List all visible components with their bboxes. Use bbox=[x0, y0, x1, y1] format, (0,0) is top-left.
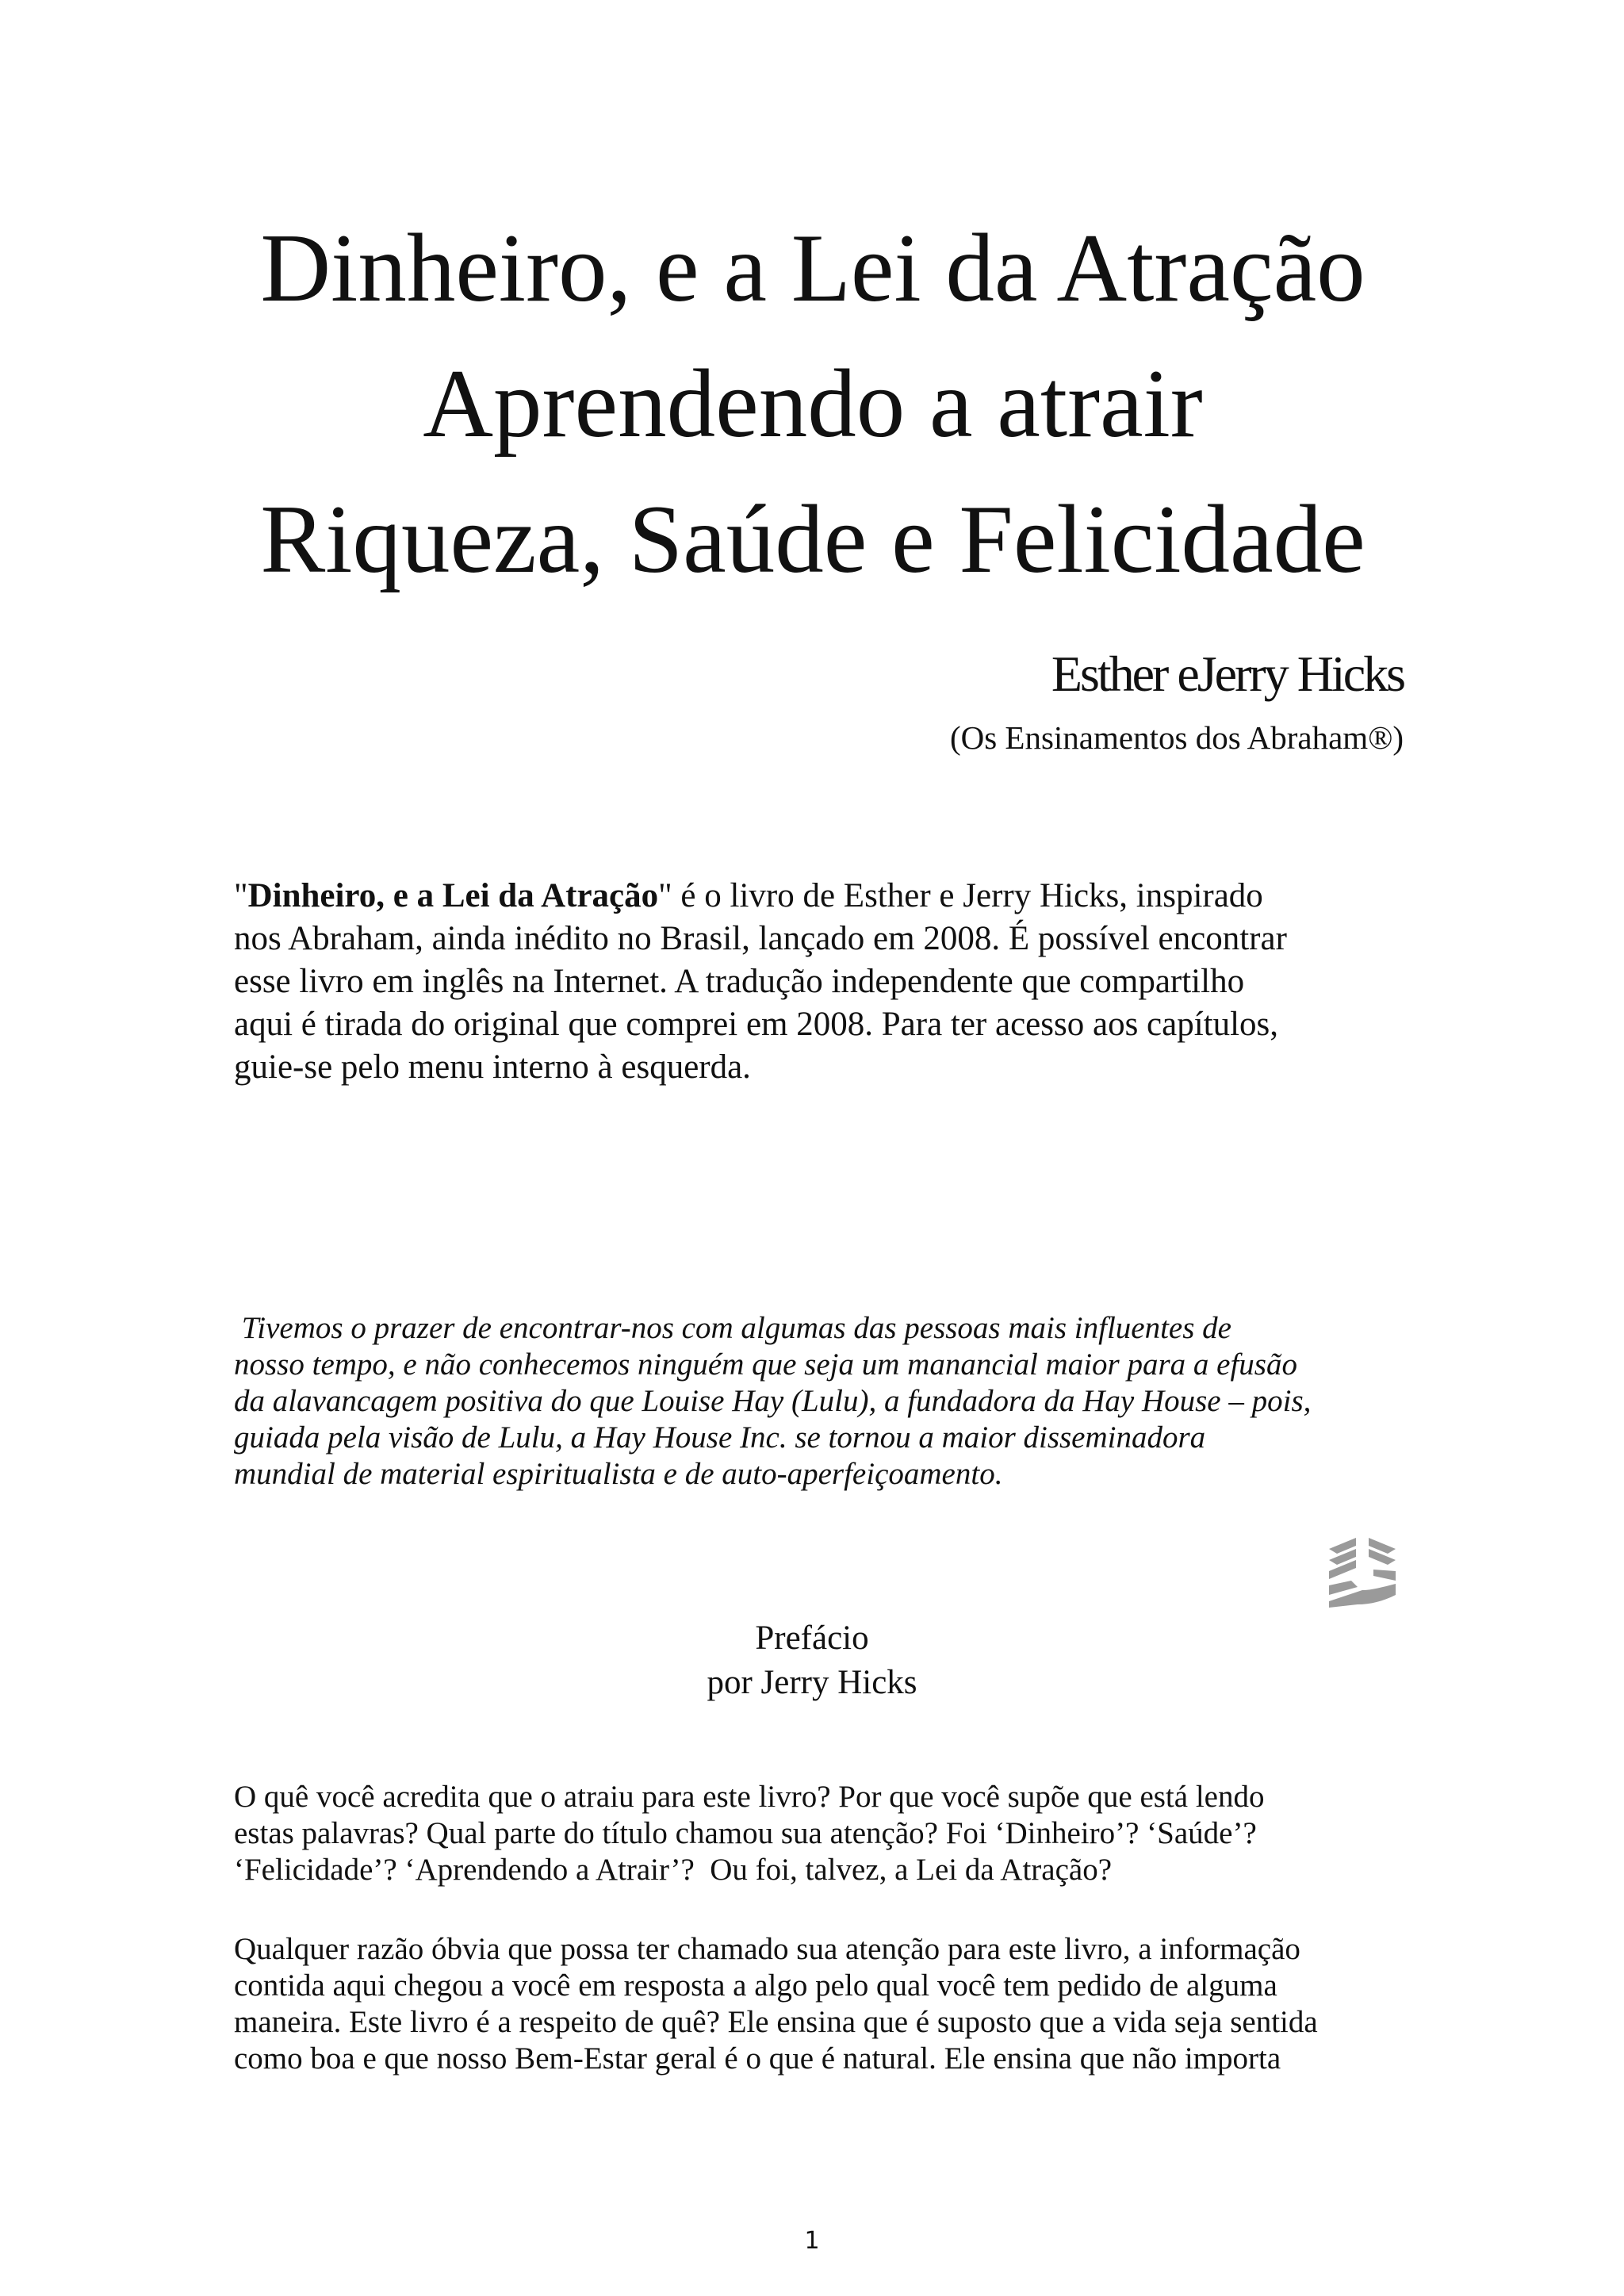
preface-title: Prefácio bbox=[755, 1619, 869, 1657]
p2-line-1: Qualquer razão óbvia que possa ter chamado sua atenção para este livro, a informação bbox=[234, 1932, 1300, 1966]
intro-line-2: nos Abraham, ainda inédito no Brasil, lançado em 2008. É possível encontrar bbox=[234, 920, 1287, 957]
preface-paragraph-1 bbox=[234, 1779, 1400, 1888]
quote-line-4: guiada pela visão de Lulu, a Hay House Inc. se tornou a maior disseminadora bbox=[234, 1420, 1206, 1455]
book-title bbox=[159, 200, 1467, 607]
quote-line-3: da alavancagem positiva do que Louise Hay (Lulu), a fundadora da Hay House – pois, bbox=[234, 1384, 1312, 1418]
p1-line-3: ‘Felicidade’? ‘Aprendendo a Atrair’? Ou foi, talvez, a Lei da Atração? bbox=[234, 1853, 1113, 1887]
intro-paragraph bbox=[234, 875, 1404, 1089]
preface-byline: por Jerry Hicks bbox=[707, 1664, 917, 1701]
quote-line-2: nosso tempo, e não conhecemos ninguém que seja um manancial maior para a efusão bbox=[234, 1347, 1297, 1382]
series-note: (Os Ensinamentos dos Abraham®) bbox=[949, 719, 1404, 756]
p1-line-1: O quê você acredita que o atraiu para este livro? Por que você supõe que está lendo bbox=[234, 1780, 1265, 1814]
preface-heading bbox=[0, 1616, 1624, 1705]
page-number: 1 bbox=[804, 2227, 820, 2255]
intro-line-1 bbox=[234, 875, 1404, 918]
intro-quote-open: " bbox=[234, 877, 248, 914]
intro-line-5: guie-se pelo menu interno à esquerda. bbox=[234, 1048, 751, 1086]
title-line-1: Dinheiro, e a Lei da Atração bbox=[260, 213, 1365, 322]
intro-line-1-rest: " é o livro de Esther e Jerry Hicks, inspirado bbox=[658, 877, 1263, 914]
intro-bold-title: Dinheiro, e a Lei da Atração bbox=[247, 877, 659, 914]
preface-paragraph-2 bbox=[234, 1931, 1400, 2077]
quote-line-1: Tivemos o prazer de encontrar-nos com algumas das pessoas mais influentes de bbox=[234, 1311, 1231, 1345]
p2-line-4: como boa e que nosso Bem-Estar geral é o que é natural. Ele ensina que não importa bbox=[234, 2041, 1281, 2076]
title-line-3: Riqueza, Saúde e Felicidade bbox=[260, 485, 1365, 593]
publisher-quote bbox=[234, 1310, 1423, 1493]
p1-line-2: estas palavras? Qual parte do título chamou sua atenção? Foi ‘Dinheiro’? ‘Saúde’? bbox=[234, 1816, 1257, 1850]
intro-line-4: aqui é tirada do original que comprei em 2008. Para ter acesso aos capítulos, bbox=[234, 1006, 1279, 1043]
quote-line-5: mundial de material espiritualista e de auto-aperfeiçoamento. bbox=[234, 1457, 1003, 1491]
p2-line-2: contida aqui chegou a você em resposta a algo pelo qual você tem pedido de alguma bbox=[234, 1968, 1277, 2003]
author-name: Esther eJerry Hicks bbox=[1051, 646, 1404, 702]
intro-line-3: esse livro em inglês na Internet. A tradução independente que compartilho bbox=[234, 963, 1245, 1000]
p2-line-3: maneira. Este livro é a respeito de quê? Ele ensina que é suposto que a vida seja sentida bbox=[234, 2005, 1318, 2039]
hay-house-logo-icon bbox=[1323, 1535, 1402, 1614]
title-line-2: Aprendendo a atrair bbox=[423, 349, 1203, 458]
